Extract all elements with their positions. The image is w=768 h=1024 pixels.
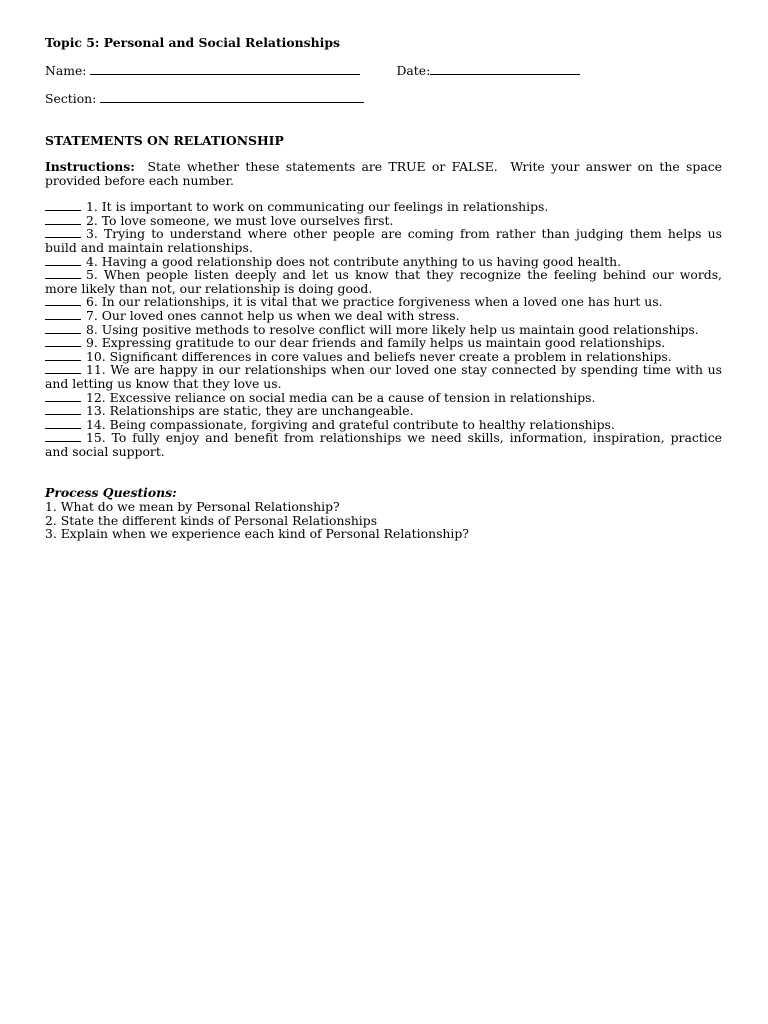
date-label: Date:	[396, 63, 431, 78]
statement-text: 15. To fully enjoy and benefit from relationships we need skills, information, inspiration, practice and social support.	[45, 430, 722, 459]
date-blank-line[interactable]	[430, 62, 580, 75]
name-label: Name:	[45, 63, 91, 78]
instructions	[45, 159, 726, 188]
name-date-row	[45, 62, 722, 80]
statement-text: 2. To love someone, we must love ourselves first.	[86, 212, 394, 228]
answer-blank[interactable]	[45, 268, 81, 279]
answer-blank[interactable]	[45, 350, 81, 361]
statement-text: 3. Trying to understand where other people are coming from rather than judging them helps us build and maintain relationships.	[45, 226, 722, 255]
statement-text: 10. Significant differences in core values and beliefs never create a problem in relationships.	[86, 348, 672, 364]
answer-blank[interactable]	[45, 255, 81, 266]
instructions-text: State whether these statements are TRUE or FALSE. Write your answer on the space provided before each number.	[45, 159, 726, 188]
process-question-item: 1. What do we mean by Personal Relationship?	[45, 499, 340, 515]
worksheet-page	[45, 35, 726, 542]
section-label: Section:	[45, 91, 101, 106]
process-questions-list	[45, 500, 722, 541]
section-row	[45, 90, 722, 108]
statement-item	[45, 323, 722, 337]
answer-blank[interactable]	[45, 295, 81, 306]
statement-item	[45, 227, 722, 254]
statement-text: 9. Expressing gratitude to our dear friends and family helps us maintain good relationships.	[86, 335, 666, 351]
answer-blank[interactable]	[45, 309, 81, 320]
statement-text: 8. Using positive methods to resolve conflict will more likely help us maintain good relationships.	[86, 321, 699, 337]
statement-item	[45, 336, 722, 350]
topic-title: Topic 5: Personal and Social Relationships	[45, 35, 340, 50]
statement-text: 4. Having a good relationship does not contribute anything to us having good health.	[86, 253, 622, 269]
answer-blank[interactable]	[45, 363, 81, 374]
statement-item	[45, 431, 722, 458]
answer-blank[interactable]	[45, 431, 81, 442]
statement-text: 13. Relationships are static, they are unchangeable.	[86, 403, 414, 419]
statement-item	[45, 404, 722, 418]
statement-item	[45, 391, 722, 405]
statement-item	[45, 418, 722, 432]
section-heading: STATEMENTS ON RELATIONSHIP	[45, 133, 284, 148]
answer-blank[interactable]	[45, 391, 81, 402]
section-blank-line[interactable]	[100, 90, 364, 103]
process-questions-title: Process Questions:	[45, 485, 177, 501]
answer-blank[interactable]	[45, 214, 81, 225]
answer-blank[interactable]	[45, 323, 81, 334]
name-blank-line[interactable]	[90, 62, 360, 75]
answer-blank[interactable]	[45, 404, 81, 415]
answer-blank[interactable]	[45, 336, 81, 347]
statement-item	[45, 214, 722, 228]
instructions-label: Instructions:	[45, 159, 135, 174]
statement-text: 11. We are happy in our relationships when our loved one stay connected by spending time with us and letting us know that they love us.	[45, 362, 722, 391]
statement-item	[45, 309, 722, 323]
statement-text: 1. It is important to work on communicating our feelings in relationships.	[86, 199, 549, 215]
statement-text: 14. Being compassionate, forgiving and grateful contribute to healthy relationships.	[86, 416, 615, 432]
statement-text: 5. When people listen deeply and let us know that they recognize the feeling behind our words, more likely than not, our relationship is doing good.	[45, 267, 722, 296]
statement-item	[45, 363, 722, 390]
statement-item	[45, 200, 722, 214]
answer-blank[interactable]	[45, 227, 81, 238]
statement-text: 6. In our relationships, it is vital that we practice forgiveness when a loved one has hurt us.	[86, 294, 663, 310]
process-question-item: 2. State the different kinds of Personal Relationships	[45, 512, 378, 528]
statement-item	[45, 255, 722, 269]
statement-text: 7. Our loved ones cannot help us when we deal with stress.	[86, 307, 460, 323]
statement-item	[45, 268, 722, 295]
process-question-item: 3. Explain when we experience each kind of Personal Relationship?	[45, 526, 469, 542]
answer-blank[interactable]	[45, 200, 81, 211]
statements-list	[45, 200, 722, 458]
statement-text: 12. Excessive reliance on social media can be a cause of tension in relationships.	[86, 389, 596, 405]
answer-blank[interactable]	[45, 418, 81, 429]
statement-item	[45, 295, 722, 309]
statement-item	[45, 350, 722, 364]
